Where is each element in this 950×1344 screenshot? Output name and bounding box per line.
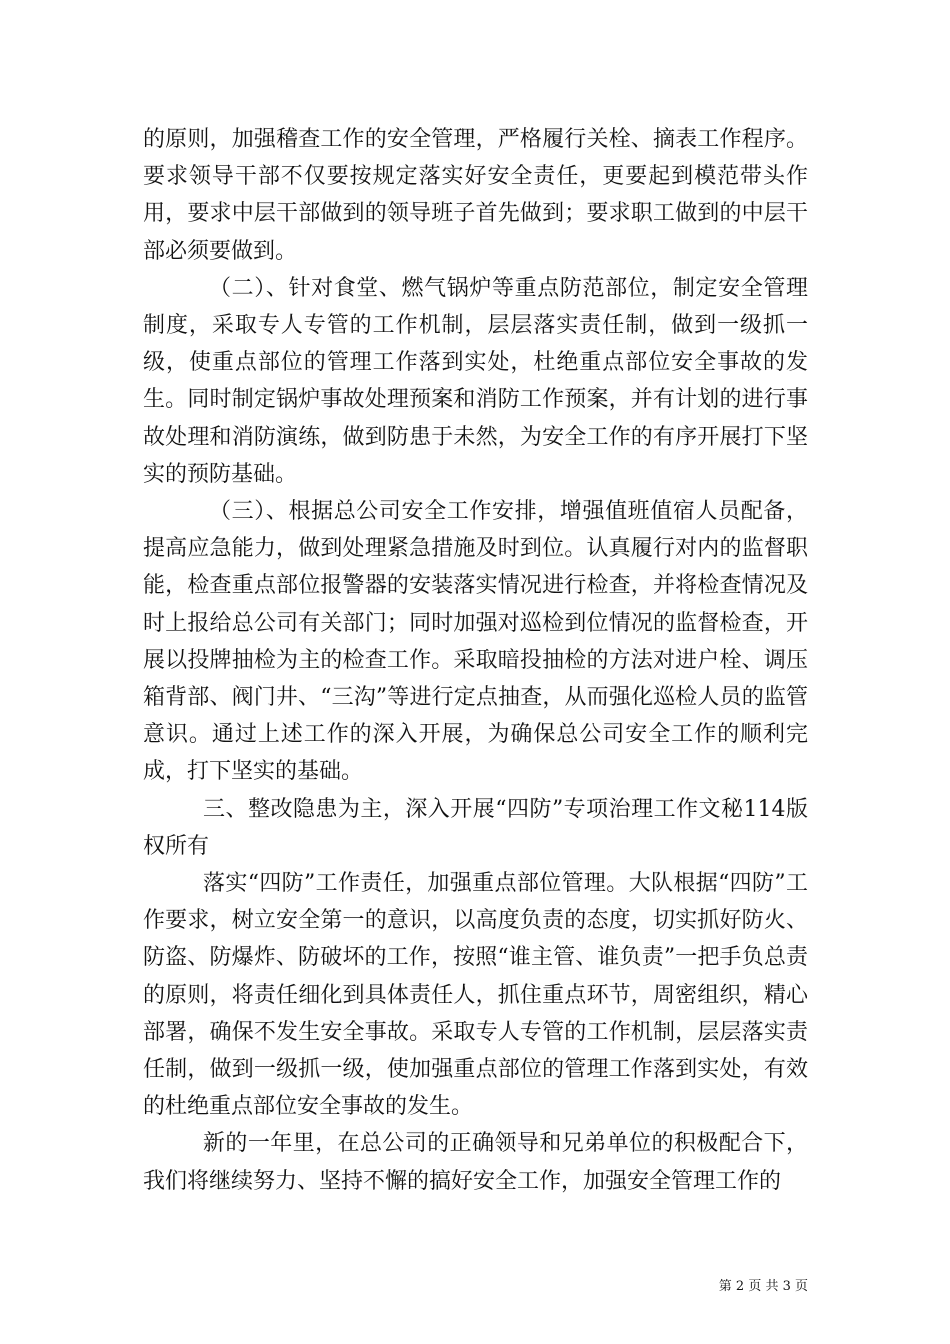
page-number: 第 2 页 共 3 页 <box>718 1279 808 1294</box>
document-body <box>143 121 808 1200</box>
section-heading-four-defenses: 三、整改隐患为主，深入开展“四防”专项治理工作文秘114版权所有 <box>143 796 808 859</box>
paragraph-section-two: （二）、针对食堂、燃气锅炉等重点防范部位，制定安全管理制度，采取专人专管的工作机制，层层落实责任制，做到一级抓一级，使重点部位的管理工作落到实处，杜绝重点部位安全事故的发生。同时制定锅炉事故处理预案和消防工作预案，并有计划的进行事故处理和消防演练，做到防患于未然，为安全工作的有序开展打下坚实的预防基础。 <box>143 275 808 487</box>
paragraph-section-three: （三）、根据总公司安全工作安排，增强值班值宿人员配备，提高应急能力，做到处理紧急措施及时到位。认真履行对内的监督职能，检查重点部位报警器的安装落实情况进行检查，并将检查情况及时上报给总公司有关部门；同时加强对巡检到位情况的监督检查，开展以投牌抽检为主的检查工作。采取暗投抽检的方法对进户栓、调压箱背部、阀门井、“三沟”等进行定点抽查，从而强化巡检人员的监管意识。通过上述工作的深入开展，为确保总公司安全工作的顺利完成，打下坚实的基础。 <box>143 499 808 785</box>
paragraph-four-defenses: 落实“四防”工作责任，加强重点部位管理。大队根据“四防”工作要求，树立安全第一的意识，以高度负责的态度，切实抓好防火、防盗、防爆炸、防破坏的工作，按照“谁主管、谁负责”一把手负总责的原则，将责任细化到具体责任人，抓住重点环节，周密组织，精心部署，确保不发生安全事故。采取专人专管的工作机制，层层落实责任制，做到一级抓一级，使加强重点部位的管理工作落到实处，有效的杜绝重点部位安全事故的发生。 <box>143 871 808 1120</box>
page-footer <box>0 1279 808 1295</box>
paragraph-new-year: 新的一年里，在总公司的正确领导和兄弟单位的积极配合下，我们将继续努力、坚持不懈的搞好安全工作，加强安全管理工作的 <box>143 1131 808 1194</box>
paragraph-principle-continuation: 的原则，加强稽查工作的安全管理，严格履行关栓、摘表工作程序。要求领导干部不仅要按规定落实好安全责任，更要起到模范带头作用，要求中层干部做到的领导班子首先做到；要求职工做到的中层干部必须要做到。 <box>143 127 808 264</box>
